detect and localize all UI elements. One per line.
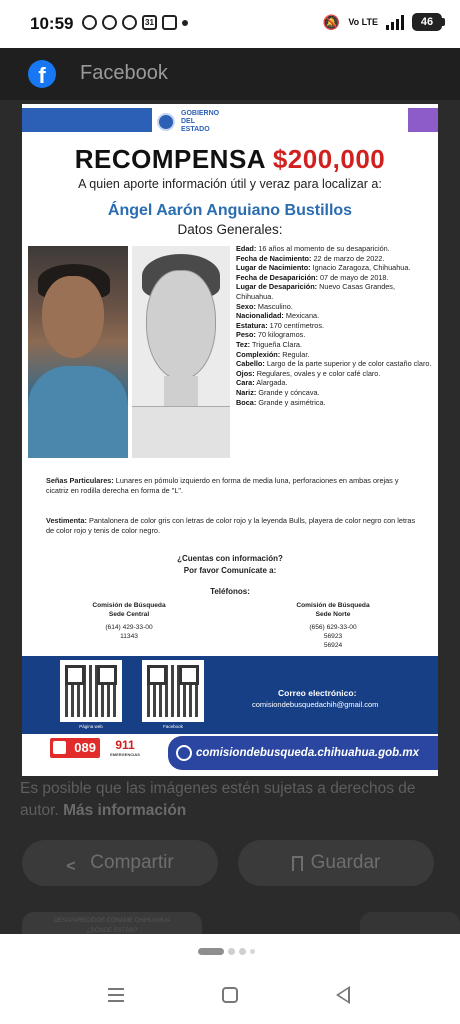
clock: 10:59 — [30, 14, 74, 33]
detail-row: Lugar de Desaparición: Nuevo Casas Grandes, Chihuahua. — [236, 282, 395, 301]
office-norte: Comisión de Búsqueda Sede Norte (656) 629-33-00 56923 56924 — [258, 601, 408, 650]
detail-row: Complexión: Regular. — [236, 349, 310, 359]
bottom-sheet — [0, 934, 460, 1024]
contact-prompt: Por favor Comunícate a: — [183, 566, 277, 575]
recents-nav-icon[interactable] — [108, 988, 124, 1002]
related-result-card[interactable]: DESAPARECIDOS CONAME CHIHUAHUA ¿DÓNDE ESTÁN? — [22, 912, 202, 936]
status-bar — [0, 0, 460, 48]
share-label: Compartir — [90, 852, 174, 873]
detail-row: Estatura: 170 centímetros. — [236, 320, 325, 330]
calendar-icon: 31 — [142, 15, 157, 30]
save-button[interactable] — [238, 840, 434, 886]
related-result-card[interactable] — [360, 912, 460, 936]
clothing-description: Vestimenta: Pantalonera de color gris con letras de color rojo y la leyenda Bulls, playera de color negro con letras de color rojo y tenis de color negro. — [46, 516, 416, 535]
detail-row: Lugar de Nacimiento: Ignacio Zaragoza, Chihuahua. — [236, 263, 411, 273]
emergency-911-badge: 911 EMERGENCIAS — [110, 738, 140, 757]
detail-row: Tez: Trigueña Clara. — [236, 339, 302, 349]
detail-row: Sexo: Masculino. — [236, 301, 293, 311]
office-central: Comisión de Búsqueda Sede Central (614) 429-33-00 11343 — [54, 601, 204, 641]
contact-band — [22, 656, 438, 734]
email-label: Correo electrónico: — [278, 688, 357, 698]
poster-image[interactable] — [22, 104, 438, 776]
info-question: ¿Cuentas con información? — [177, 554, 283, 563]
poster-subline: A quien aporte información útil y veraz para localizar a: — [78, 177, 382, 191]
detail-row: Nariz: Grande y cóncava. — [236, 387, 320, 397]
volte-indicator: Vo LTE — [348, 16, 378, 27]
globe-icon — [176, 745, 192, 761]
qr-web-caption: Página web — [79, 724, 103, 729]
more-notifications-icon — [182, 20, 188, 26]
emergency-strip — [22, 736, 438, 776]
detail-row: Fecha de Desaparición: 07 de mayo de 2018. — [236, 272, 389, 282]
share-button[interactable] — [22, 840, 218, 886]
carousel-indicator — [198, 948, 255, 955]
person-sketch — [132, 246, 230, 458]
instagram-icon — [162, 15, 177, 30]
app-title: Facebook — [80, 62, 168, 84]
signal-icon — [386, 14, 404, 30]
office-norte-ext: 56923 — [323, 633, 343, 640]
facebook-logo-icon[interactable]: f — [28, 60, 56, 88]
reward-amount: $200,000 — [272, 144, 386, 174]
bookmark-icon — [292, 856, 303, 871]
person-photo — [28, 246, 128, 458]
whatsapp-icon — [82, 15, 97, 30]
qr-facebook-caption: Facebook — [163, 724, 183, 729]
office-norte-ext: 56924 — [323, 642, 343, 649]
email-address: comisiondebusquedachih@gmail.com — [252, 700, 379, 709]
share-icon — [66, 855, 82, 871]
detail-row: Ojos: Regulares, ovales y e color café claro. — [236, 368, 381, 378]
qr-code-facebook-icon — [142, 660, 204, 722]
detail-row: Fecha de Nacimiento: 22 de marzo de 2022. — [236, 253, 385, 263]
system-indicators — [323, 13, 442, 31]
agency-logo: GOBIERNO DEL ESTADO — [181, 110, 220, 133]
office-central-phone: (614) 429-33-00 — [105, 624, 153, 631]
detail-row: Boca: Grande y asimétrica. — [236, 397, 326, 407]
mute-icon: 🔕 — [322, 13, 341, 30]
missing-person-name: Ángel Aarón Anguiano Bustillos — [107, 202, 353, 219]
office-central-ext: 11343 — [120, 633, 138, 640]
section-title: Datos Generales: — [177, 222, 283, 237]
phones-title: Teléfonos: — [210, 587, 250, 596]
detail-row: Cara: Alargada. — [236, 378, 288, 388]
battery-level: 46 — [420, 16, 434, 28]
home-nav-icon[interactable] — [222, 987, 238, 1003]
distinguishing-marks: Señas Particulares: Lunares en pómulo izquierdo en forma de media luna, perforaciones en ambas orejas y cicatriz en rodilla derecha en forma de "L". — [46, 476, 399, 495]
save-label: Guardar — [310, 852, 381, 873]
qr-code-web-icon — [60, 660, 122, 722]
detail-row: Nacionalidad: Mexicana. — [236, 311, 320, 321]
reward-headline — [22, 144, 438, 175]
app-header — [0, 48, 460, 100]
back-nav-icon[interactable] — [336, 986, 350, 1004]
emergency-089-badge: 089 — [50, 738, 100, 758]
detail-row: Edad: 16 años al momento de su desaparición. — [236, 244, 390, 253]
website-banner: comisiondebusqueda.chihuahua.gob.mx — [168, 736, 438, 770]
details-list — [236, 244, 432, 407]
headline-prefix: RECOMPENSA — [74, 144, 266, 174]
detail-row: Peso: 70 kilogramos. — [236, 330, 306, 340]
detail-row: Cabello: Largo de la parte superior y de color castaño claro. — [236, 359, 432, 369]
notification-icons — [82, 15, 188, 30]
state-seal-icon — [157, 113, 175, 131]
copyright-notice: Es posible que las imágenes estén sujetas a derechos de autor. Más información — [20, 780, 416, 819]
battery-icon — [412, 13, 442, 31]
poster-header-logos — [22, 108, 438, 136]
office-norte-phone: (656) 629-33-00 — [309, 624, 357, 631]
messenger-icon — [102, 15, 117, 30]
more-info-link[interactable]: Más información — [63, 802, 187, 819]
nav-icon — [122, 15, 137, 30]
